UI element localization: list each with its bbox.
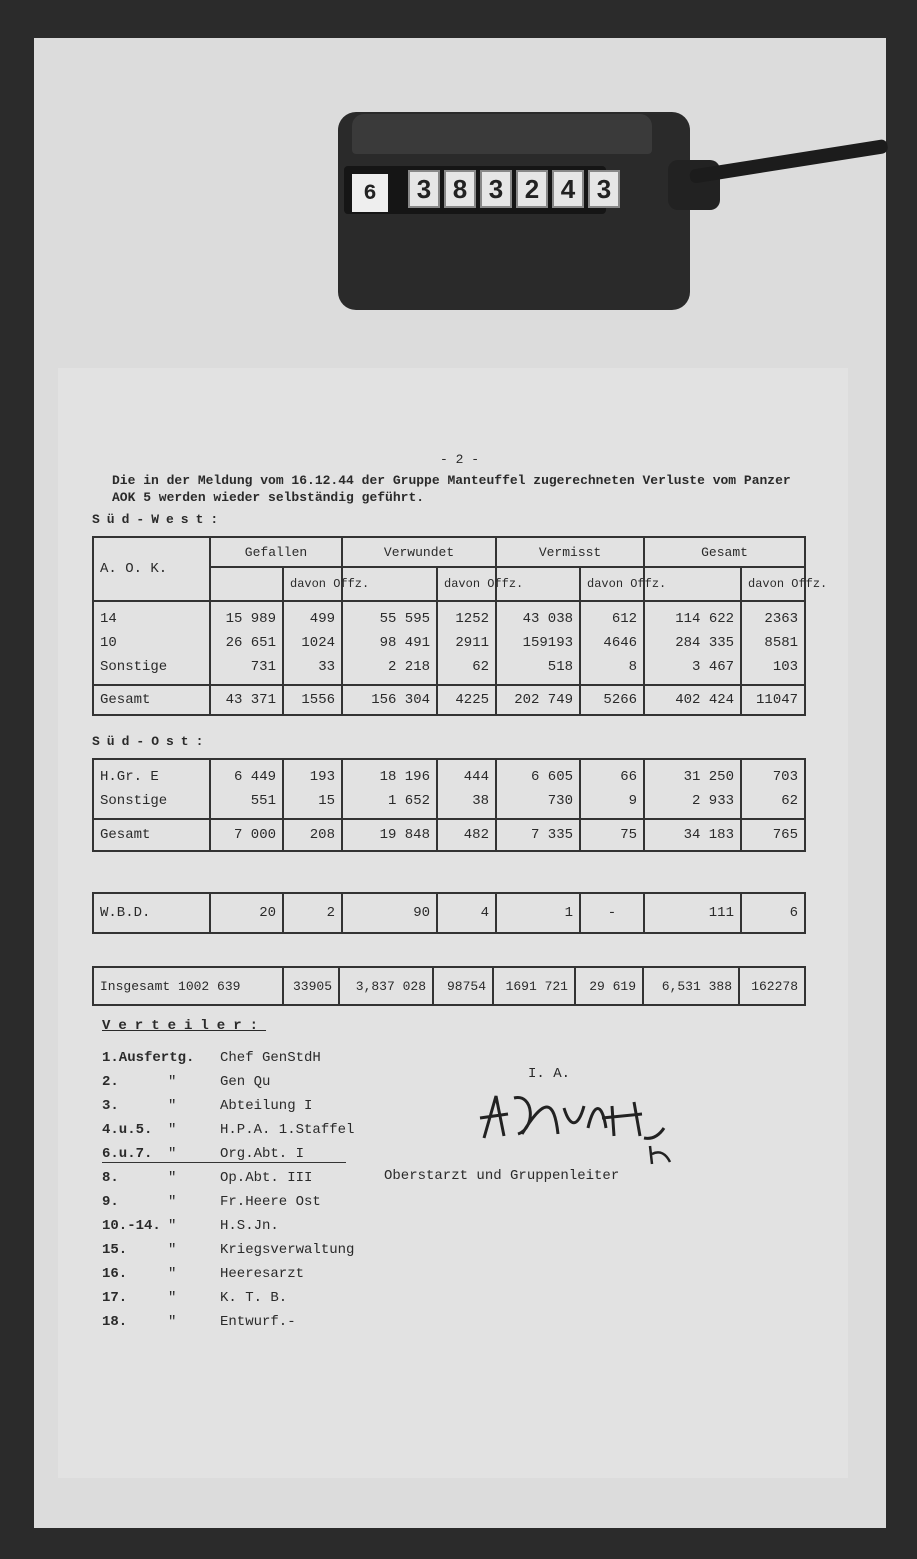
- header-gesamt: Gesamt: [644, 537, 805, 567]
- cell: 612: [611, 611, 638, 627]
- row-label: H.Gr. E: [100, 769, 159, 785]
- cell: 55 595: [379, 611, 431, 627]
- verteiler-ditto: ": [168, 1098, 177, 1114]
- cell: 1002 639: [178, 978, 241, 994]
- verteiler-ditto: ": [168, 1242, 177, 1258]
- verteiler-row: [102, 1218, 279, 1234]
- cell: 38: [472, 793, 489, 809]
- verteiler-row: [102, 1194, 321, 1210]
- cell: 5266: [580, 685, 644, 715]
- header-davon: davon Offz.: [437, 567, 496, 601]
- verteiler-ditto: ": [168, 1266, 177, 1282]
- verteiler-num: 4.u.5.: [102, 1122, 153, 1138]
- cell: 62: [781, 793, 798, 809]
- cell: 90: [342, 893, 437, 933]
- total-label: Gesamt: [93, 819, 210, 851]
- cell: 2 933: [691, 793, 734, 809]
- row-labels: [93, 759, 210, 819]
- cell: 1024: [301, 635, 336, 651]
- cell: 730: [547, 793, 573, 809]
- cell: 18 196: [379, 769, 430, 785]
- cell: 3,837 028: [339, 967, 433, 1005]
- verteiler-recipient: K. T. B.: [220, 1290, 288, 1306]
- cell: 3 467: [692, 659, 735, 675]
- cell: 6 449: [233, 769, 276, 785]
- cell: 98 491: [379, 635, 431, 651]
- col-verwundet: [342, 759, 437, 819]
- row-labels: [93, 601, 210, 685]
- verteiler-num: 17.: [102, 1290, 128, 1306]
- cell: 4646: [603, 635, 638, 651]
- cell: 66: [620, 769, 637, 785]
- row-label: Sonstige: [100, 659, 168, 675]
- cell: 703: [772, 769, 798, 785]
- cell: 34 183: [644, 819, 741, 851]
- cell: 1691 721: [493, 967, 575, 1005]
- cell: 1 652: [387, 793, 430, 809]
- cell: 103: [772, 659, 799, 675]
- intro-text: Die in der Meldung vom 16.12.44 der Gruppe Manteuffel zugerechneten Verluste vom Panzer AOK 5 werden wieder selbständig geführt.: [112, 473, 791, 505]
- cell: 7 000: [210, 819, 283, 851]
- counter-digits: [408, 170, 620, 208]
- col-gefallen-offz: [283, 601, 342, 685]
- col-vermisst: [496, 601, 580, 685]
- row-label: 14: [100, 611, 117, 627]
- verteiler-recipient: Abteilung I: [220, 1098, 313, 1114]
- verteiler-recipient: Chef GenStdH: [220, 1050, 321, 1066]
- verteiler-recipient: Kriegsverwaltung: [220, 1242, 355, 1258]
- table-sued-ost: [92, 758, 806, 852]
- verteiler-ditto: ": [168, 1290, 177, 1306]
- cell: 482: [437, 819, 496, 851]
- cell: 444: [463, 769, 489, 785]
- verteiler-row: [102, 1266, 304, 1282]
- cell: 75: [580, 819, 644, 851]
- cell: 6 605: [530, 769, 573, 785]
- verteiler-row: [102, 1050, 321, 1066]
- counter-digit: 8: [444, 170, 476, 208]
- col-verwundet-offz: [437, 759, 496, 819]
- cell: 284 335: [675, 635, 735, 651]
- verteiler-row: [102, 1314, 296, 1330]
- verteiler-row: [102, 1146, 346, 1163]
- cell: 193: [309, 769, 335, 785]
- ia-note: I. A.: [528, 1066, 571, 1082]
- wbd-label: W.B.D.: [93, 893, 210, 933]
- cell: 20: [210, 893, 283, 933]
- cell: 15: [318, 793, 335, 809]
- verteiler-recipient: Entwurf.-: [220, 1314, 296, 1330]
- counter-digit: 3: [408, 170, 440, 208]
- counter-tag: 6: [352, 174, 388, 212]
- verteiler-ditto: ": [168, 1122, 177, 1138]
- cell: 156 304: [342, 685, 437, 715]
- cell: 765: [741, 819, 805, 851]
- cell: 43 371: [210, 685, 283, 715]
- cell: 26 651: [225, 635, 276, 651]
- verteiler-ditto: ": [168, 1218, 177, 1234]
- cell: 731: [250, 659, 276, 675]
- signature: [474, 1088, 684, 1168]
- cell: 1252: [455, 611, 490, 627]
- cell: 202 749: [496, 685, 580, 715]
- verteiler-num: 2.: [102, 1074, 119, 1090]
- cell: 114 622: [675, 611, 735, 627]
- verteiler-recipient: Fr.Heere Ost: [220, 1194, 321, 1210]
- insgesamt-first: [93, 967, 283, 1005]
- cell: 31 250: [683, 769, 734, 785]
- verteiler-num: 10.-14.: [102, 1218, 161, 1234]
- cell: 4: [437, 893, 496, 933]
- header-blank: [210, 567, 283, 601]
- col-gefallen: [210, 601, 283, 685]
- header-aok: A. O. K.: [93, 537, 210, 601]
- cell: 29 619: [575, 967, 643, 1005]
- col-gefallen: [210, 759, 283, 819]
- verteiler-ditto: ": [168, 1074, 177, 1090]
- cell: 98754: [433, 967, 493, 1005]
- cell: 4225: [437, 685, 496, 715]
- cell: 43 038: [522, 611, 574, 627]
- counter-digit: 4: [552, 170, 584, 208]
- verteiler-recipient: Gen Qu: [220, 1074, 271, 1090]
- cell: -: [580, 893, 644, 933]
- total-row: [93, 819, 805, 851]
- verteiler-row: [102, 1074, 270, 1090]
- header-davon: davon Offz.: [741, 567, 805, 601]
- col-verwundet: [342, 601, 437, 685]
- verteiler-num: 18.: [102, 1314, 128, 1330]
- cell: 2 218: [388, 659, 431, 675]
- verteiler-num: 8.: [102, 1170, 119, 1186]
- verteiler-recipient: H.S.Jn.: [220, 1218, 279, 1234]
- counter-digit: 3: [588, 170, 620, 208]
- col-gesamt: [644, 759, 741, 819]
- verteiler-recipient: Op.Abt. III: [220, 1170, 313, 1186]
- verteiler-recipient: H.P.A. 1.Staffel: [220, 1122, 355, 1138]
- cell: 2363: [764, 611, 799, 627]
- verteiler-ditto: ": [168, 1146, 177, 1162]
- row-label: 10: [100, 635, 117, 651]
- total-row: [93, 685, 805, 715]
- cell: 8: [628, 659, 638, 675]
- header-gefallen: Gefallen: [210, 537, 342, 567]
- verteiler-row: [102, 1122, 354, 1138]
- total-label: Gesamt: [93, 685, 210, 715]
- cell: 2: [283, 893, 342, 933]
- col-gefallen-offz: [283, 759, 342, 819]
- signer-title: Oberstarzt und Gruppenleiter: [384, 1168, 620, 1184]
- section-label-sued-ost: Süd-Ost:: [92, 734, 211, 749]
- cell: 1: [496, 893, 580, 933]
- table-insgesamt: [92, 966, 806, 1006]
- insgesamt-label: Insgesamt: [100, 978, 171, 994]
- col-verwundet-offz: [437, 601, 496, 685]
- cell: 2911: [455, 635, 490, 651]
- cell: 162278: [739, 967, 805, 1005]
- cell: 159193: [522, 635, 574, 651]
- cell: 11047: [741, 685, 805, 715]
- col-gesamt-offz: [741, 759, 805, 819]
- cell: 111: [644, 893, 741, 933]
- cell: 33: [318, 659, 336, 675]
- cell: 551: [250, 793, 276, 809]
- cell: 19 848: [342, 819, 437, 851]
- cell: 8581: [764, 635, 799, 651]
- verteiler-row: [102, 1242, 354, 1258]
- verteiler-num: 1.Ausfertg.: [102, 1050, 195, 1066]
- col-vermisst-offz: [580, 601, 644, 685]
- verteiler-recipient: Heeresarzt: [220, 1266, 305, 1282]
- col-gesamt: [644, 601, 741, 685]
- header-verwundet: Verwundet: [342, 537, 496, 567]
- page-number: - 2 -: [440, 452, 480, 467]
- col-gesamt-offz: [741, 601, 805, 685]
- verteiler-ditto: ": [168, 1170, 177, 1186]
- header-davon: davon Offz.: [580, 567, 644, 601]
- verteiler-row: [102, 1170, 312, 1186]
- verteiler-row: [102, 1098, 312, 1114]
- cell: 62: [472, 659, 490, 675]
- verteiler-row: [102, 1290, 287, 1306]
- cell: 6,531 388: [643, 967, 739, 1005]
- verteiler-num: 6.u.7.: [102, 1146, 153, 1162]
- frame-counter-top: [352, 114, 652, 154]
- cell: 6: [741, 893, 805, 933]
- cell: 499: [309, 611, 336, 627]
- verteiler-ditto: ": [168, 1314, 177, 1330]
- cell: 208: [283, 819, 342, 851]
- cell: 7 335: [496, 819, 580, 851]
- verteiler-num: 16.: [102, 1266, 128, 1282]
- cell: 33905: [283, 967, 339, 1005]
- col-vermisst: [496, 759, 580, 819]
- cell: 402 424: [644, 685, 741, 715]
- verteiler-ditto: ": [168, 1194, 177, 1210]
- verteiler-num: 9.: [102, 1194, 119, 1210]
- cell: 1556: [283, 685, 342, 715]
- verteiler-recipient: Org.Abt. I: [220, 1146, 305, 1162]
- row-label: Sonstige: [100, 793, 168, 809]
- verteiler-heading: Verteiler:: [102, 1018, 267, 1034]
- table-sued-west: [92, 536, 828, 716]
- table-wbd: [92, 892, 806, 934]
- cell: 15 989: [225, 611, 276, 627]
- verteiler-num: 15.: [102, 1242, 128, 1258]
- section-label-sued-west: Süd-West:: [92, 512, 226, 527]
- counter-digit: 2: [516, 170, 548, 208]
- cell: 518: [547, 659, 574, 675]
- header-davon: davon Offz.: [283, 567, 342, 601]
- header-vermisst: Vermisst: [496, 537, 644, 567]
- counter-digit: 3: [480, 170, 512, 208]
- col-vermisst-offz: [580, 759, 644, 819]
- verteiler-num: 3.: [102, 1098, 119, 1114]
- cell: 9: [628, 793, 637, 809]
